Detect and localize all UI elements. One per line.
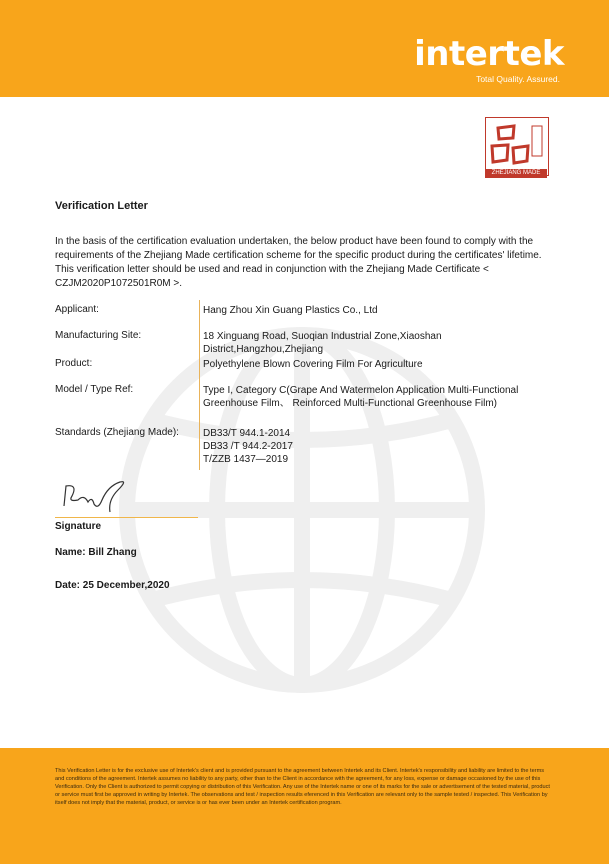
intertek-logo <box>414 34 564 86</box>
issue-date: Date: 25 December,2020 <box>55 580 170 591</box>
manufacturing-site-value: 18 Xinguang Road, Suoqian Industrial Zone,Xiaoshan District,Hangzhou,Zhejiang <box>203 331 442 355</box>
model-type-label: Model / Type Ref: <box>55 384 134 395</box>
signature-label: Signature <box>55 521 102 532</box>
intro-paragraph: In the basis of the certification evaluation undertaken, the below product have been found to comply with the requirements of the Zhejiang Made certification scheme for the specific product during the certificates' lifetime. This verification letter should be used and read in conjunction with the Zhejiang Made Certificate < CZJM2020P1072501R0M >. <box>55 236 542 289</box>
standard-item: DB33/T 944.1-2014 <box>203 428 291 439</box>
zhejiang-made-seal <box>485 117 549 176</box>
product-value: Polyethylene Blown Covering Film For Agriculture <box>203 359 423 370</box>
page-title: Verification Letter <box>55 200 148 212</box>
standard-item: DB33 /T 944.2-2017 <box>203 441 293 452</box>
manufacturing-site-label: Manufacturing Site: <box>55 330 142 341</box>
standards-list <box>203 427 548 466</box>
standard-item: T/ZZB 1437—2019 <box>203 454 289 465</box>
logo-tagline: Total Quality. Assured. <box>476 74 560 84</box>
seal-label: ZHEJIANG MADE <box>485 169 547 178</box>
footer-disclaimer: This Verification Letter is for the exclusive use of Intertek's client and is provided pursuant to the agreement between Intertek and its Client. Intertek's responsibility and liability are limited to the terms and conditions of the agreement. Intertek assumes no liability to any party, other than to the Client in accordance with the agreement, for any loss, expense or damage occasioned by the use of this Verification. Only the Client is authorized to permit copying or distribution of this Verification. Any use of the Intertek name or one of its marks for the sale or advertisement of the tested material, product or service must first be approved in writing by Intertek. The observations and test / inspection results eferenced in this Verification are relevant only to the sample tested / inspected. This Verification by itself does not imply that the material, product, or service is or has ever been under an Intertek certification program. <box>55 768 550 806</box>
handwritten-signature <box>58 476 133 514</box>
seal-mark-icon <box>486 118 548 170</box>
field-divider <box>199 300 200 470</box>
product-label: Product: <box>55 358 93 369</box>
applicant-label: Applicant: <box>55 304 99 315</box>
applicant-value: Hang Zhou Xin Guang Plastics Co., Ltd <box>203 305 378 316</box>
logo-wordmark: intertek <box>414 34 564 74</box>
model-type-value: Type I, Category C(Grape And Watermelon Application Multi-Functional Greenhouse Film、 Reinforced Multi-Functional Greenhouse Film) <box>203 385 519 409</box>
standards-label: Standards (Zhejiang Made): <box>55 427 179 438</box>
globe-watermark-icon <box>112 320 492 700</box>
signature-line <box>55 517 198 518</box>
signatory-name: Name: Bill Zhang <box>55 547 137 558</box>
